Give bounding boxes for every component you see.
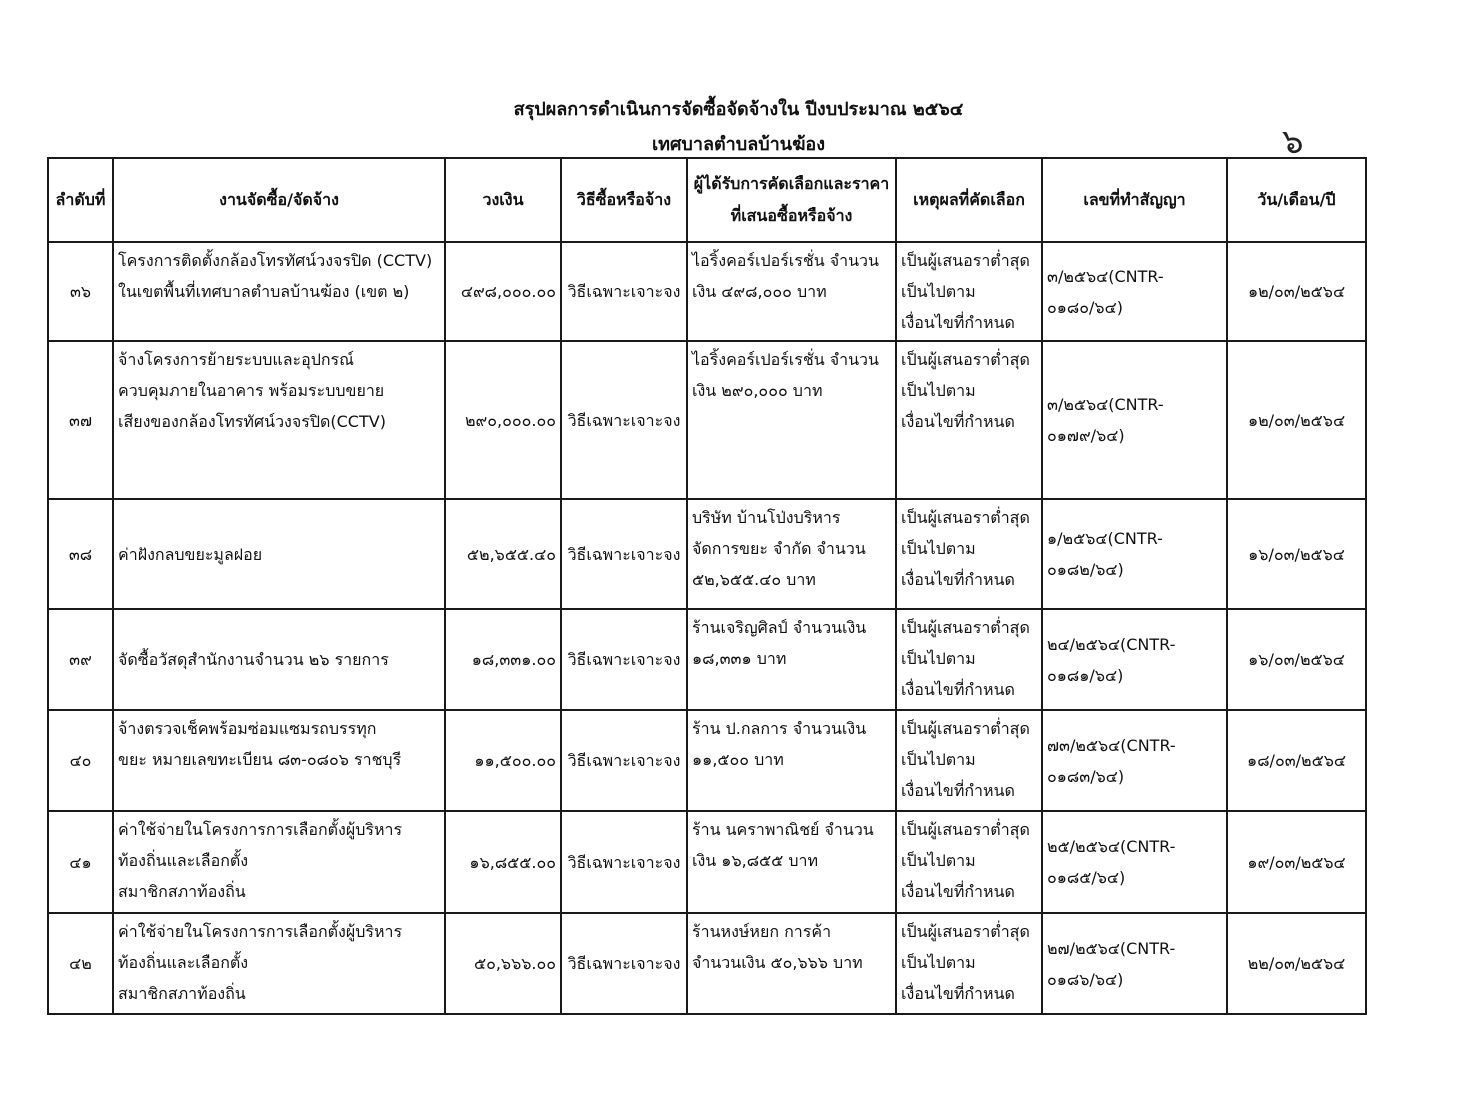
table-row <box>48 341 1366 499</box>
cell-amount: ๔๙๘,๐๐๐.๐๐ <box>445 242 561 341</box>
cell-reason: เป็นผู้เสนอราต่ำสุด เป็นไปตาม เงื่อนไขที่กำหนด <box>896 242 1042 341</box>
cell-no: ๓๙ <box>48 609 113 710</box>
cell-contract: ๓/๒๕๖๔(CNTR- ๐๑๗๙/๖๔) <box>1042 341 1227 499</box>
cell-date: ๑๒/๐๓/๒๕๖๔ <box>1227 341 1366 499</box>
cell-contract: ๓/๒๕๖๔(CNTR- ๐๑๘๐/๖๔) <box>1042 242 1227 341</box>
cell-method: วิธีเฉพาะเจาะจง <box>561 609 687 710</box>
header-date: วัน/เดือน/ปี <box>1227 158 1366 242</box>
cell-amount: ๒๙๐,๐๐๐.๐๐ <box>445 341 561 499</box>
cell-date: ๑๖/๐๓/๒๕๖๔ <box>1227 499 1366 609</box>
cell-date: ๑๖/๐๓/๒๕๖๔ <box>1227 609 1366 710</box>
table-row <box>48 499 1366 609</box>
table-row <box>48 913 1366 1014</box>
cell-method: วิธีเฉพาะเจาะจง <box>561 499 687 609</box>
cell-contract: ๒๗/๒๕๖๔(CNTR- ๐๑๘๖/๖๔) <box>1042 913 1227 1014</box>
cell-reason: เป็นผู้เสนอราต่ำสุด เป็นไปตาม เงื่อนไขที่กำหนด <box>896 811 1042 913</box>
cell-contract: ๒๔/๒๕๖๔(CNTR- ๐๑๘๑/๖๔) <box>1042 609 1227 710</box>
cell-winner: ร้าน นคราพาณิชย์ จำนวน เงิน ๑๖,๘๕๕ บาท <box>687 811 896 913</box>
header-no: ลำดับที่ <box>48 158 113 242</box>
cell-winner: บริษัท บ้านโป่งบริหาร จัดการขยะ จำกัด จำนวน ๕๒,๖๕๕.๔๐ บาท <box>687 499 896 609</box>
cell-item: โครงการติดตั้งกล้องโทรทัศน์วงจรปิด (CCTV) ในเขตพื้นที่เทศบาลตำบลบ้านฆ้อง (เขต ๒) <box>113 242 445 341</box>
header-contract: เลขที่ทำสัญญา <box>1042 158 1227 242</box>
cell-method: วิธีเฉพาะเจาะจง <box>561 913 687 1014</box>
table-row <box>48 710 1366 811</box>
cell-no: ๔๑ <box>48 811 113 913</box>
cell-amount: ๑๖,๘๕๕.๐๐ <box>445 811 561 913</box>
cell-contract: ๑/๒๕๖๔(CNTR- ๐๑๘๒/๖๔) <box>1042 499 1227 609</box>
header-method: วิธีซื้อหรือจ้าง <box>561 158 687 242</box>
table-header-row <box>48 158 1366 242</box>
cell-amount: ๑๘,๓๓๑.๐๐ <box>445 609 561 710</box>
procurement-table <box>47 157 1367 1015</box>
cell-reason: เป็นผู้เสนอราต่ำสุด เป็นไปตาม เงื่อนไขที่กำหนด <box>896 913 1042 1014</box>
table-row <box>48 811 1366 913</box>
cell-item: ค่าใช้จ่ายในโครงการการเลือกตั้งผู้บริหาร ท้องถิ่นและเลือกตั้ง สมาชิกสภาท้องถิ่น <box>113 913 445 1014</box>
cell-method: วิธีเฉพาะเจาะจง <box>561 710 687 811</box>
cell-method: วิธีเฉพาะเจาะจง <box>561 341 687 499</box>
cell-no: ๓๘ <box>48 499 113 609</box>
header-reason: เหตุผลที่คัดเลือก <box>896 158 1042 242</box>
cell-no: ๔๒ <box>48 913 113 1014</box>
cell-winner: ไอริ้งคอร์เปอร์เรชั่น จำนวน เงิน ๔๙๘,๐๐๐ บาท <box>687 242 896 341</box>
cell-date: ๑๒/๐๓/๒๕๖๔ <box>1227 242 1366 341</box>
cell-amount: ๑๑,๕๐๐.๐๐ <box>445 710 561 811</box>
cell-date: ๑๘/๐๓/๒๕๖๔ <box>1227 710 1366 811</box>
table-row <box>48 609 1366 710</box>
cell-method: วิธีเฉพาะเจาะจง <box>561 242 687 341</box>
cell-item: จัดซื้อวัสดุสำนักงานจำนวน ๒๖ รายการ <box>113 609 445 710</box>
cell-winner: ไอริ้งคอร์เปอร์เรชั่น จำนวน เงิน ๒๙๐,๐๐๐ บาท <box>687 341 896 499</box>
cell-contract: ๗๓/๒๕๖๔(CNTR- ๐๑๘๓/๖๔) <box>1042 710 1227 811</box>
cell-date: ๑๙/๐๓/๒๕๖๔ <box>1227 811 1366 913</box>
table-row <box>48 242 1366 341</box>
cell-reason: เป็นผู้เสนอราต่ำสุด เป็นไปตาม เงื่อนไขที่กำหนด <box>896 710 1042 811</box>
cell-item: จ้างโครงการย้ายระบบและอุปกรณ์ ควบคุมภายในอาคาร พร้อมระบบขยาย เสียงของกล้องโทรทัศน์วงจรปิด(CCTV) <box>113 341 445 499</box>
cell-amount: ๕๐,๖๖๖.๐๐ <box>445 913 561 1014</box>
cell-item: ค่าใช้จ่ายในโครงการการเลือกตั้งผู้บริหาร ท้องถิ่นและเลือกตั้ง สมาชิกสภาท้องถิ่น <box>113 811 445 913</box>
page-number-mark: ๖ <box>1282 122 1304 162</box>
cell-no: ๔๐ <box>48 710 113 811</box>
cell-item: ค่าฝังกลบขยะมูลฝอย <box>113 499 445 609</box>
cell-no: ๓๖ <box>48 242 113 341</box>
cell-winner: ร้านเจริญศิลป์ จำนวนเงิน ๑๘,๓๓๑ บาท <box>687 609 896 710</box>
cell-contract: ๒๕/๒๕๖๔(CNTR- ๐๑๘๕/๖๔) <box>1042 811 1227 913</box>
cell-winner: ร้านหงษ์หยก การค้า จำนวนเงิน ๕๐,๖๖๖ บาท <box>687 913 896 1014</box>
header-amount: วงเงิน <box>445 158 561 242</box>
cell-reason: เป็นผู้เสนอราต่ำสุด เป็นไปตาม เงื่อนไขที่กำหนด <box>896 609 1042 710</box>
document-title: สรุปผลการดำเนินการจัดซื้อจัดจ้างใน ปีงบประมาณ ๒๕๖๔ <box>513 99 964 120</box>
cell-amount: ๕๒,๖๕๕.๔๐ <box>445 499 561 609</box>
document-subtitle: เทศบาลตำบลบ้านฆ้อง <box>651 134 826 155</box>
cell-reason: เป็นผู้เสนอราต่ำสุด เป็นไปตาม เงื่อนไขที่กำหนด <box>896 341 1042 499</box>
cell-no: ๓๗ <box>48 341 113 499</box>
cell-winner: ร้าน ป.กลการ จำนวนเงิน ๑๑,๕๐๐ บาท <box>687 710 896 811</box>
cell-method: วิธีเฉพาะเจาะจง <box>561 811 687 913</box>
header-item: งานจัดซื้อ/จัดจ้าง <box>113 158 445 242</box>
cell-item: จ้างตรวจเช็คพร้อมซ่อมแซมรถบรรทุก ขยะ หมายเลขทะเบียน ๘๓-๐๘๐๖ ราชบุรี <box>113 710 445 811</box>
cell-reason: เป็นผู้เสนอราต่ำสุด เป็นไปตาม เงื่อนไขที่กำหนด <box>896 499 1042 609</box>
header-winner: ผู้ได้รับการคัดเลือกและราคาที่เสนอซื้อหรือจ้าง <box>687 158 896 242</box>
cell-date: ๒๒/๐๓/๒๕๖๔ <box>1227 913 1366 1014</box>
